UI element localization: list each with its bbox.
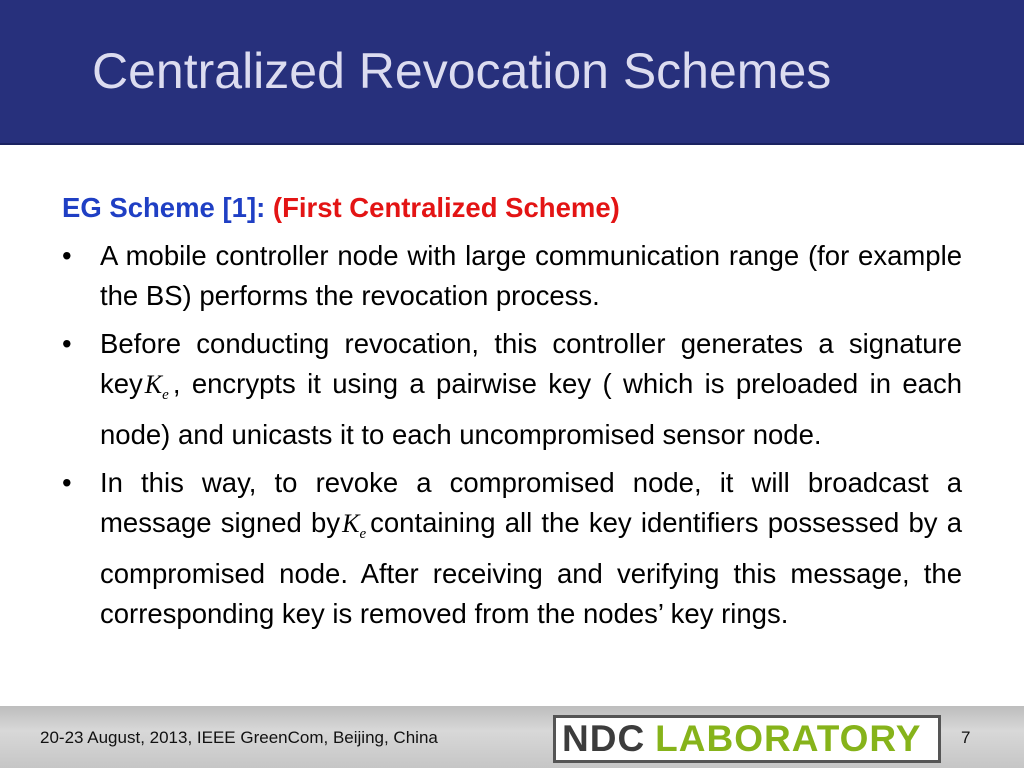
ndc-laboratory-logo [553,715,941,763]
logo-laboratory-text: LABORATORY [655,718,922,759]
bullet-icon: • [62,328,72,359]
heading-note: (First Centralized Scheme) [272,192,620,223]
math-symbol-ke [342,509,367,543]
bullet-text-before: In this way, to revoke a compromised node, it will broadcast a message signed by [100,467,962,539]
math-base: K [144,370,163,399]
bullet-text-after: , encrypts it using a pairwise key ( which is preloaded in each node) and unicasts it to each uncompromised sensor node. [100,368,962,451]
footer-bar [0,706,1024,768]
bullet-item-1 [62,236,962,316]
math-subscript: e [162,387,169,404]
bullet-text: A mobile controller node with large communication range (for example the BS) performs the revocation process. [100,240,962,311]
bullet-item-2 [62,324,962,455]
bullet-text-after: containing all the key identifiers possessed by a compromised node. After receiving and verifying this message, the corresponding key is removed from the nodes’ key rings. [100,507,962,630]
footer-conference-info: 20-23 August, 2013, IEEE GreenCom, Beijing, China [40,728,438,747]
bullet-text-before: Before conducting revocation, this controller generates a signature key [100,328,962,399]
bullet-item-3 [62,463,962,634]
bullet-icon: • [62,467,72,499]
slide-title: Centralized Revocation Schemes [92,43,832,99]
page-number: 7 [961,728,971,747]
math-subscript: e [359,526,367,543]
math-base: K [342,509,360,539]
section-heading [62,188,962,228]
math-symbol-ke [144,370,169,404]
title-bar [0,0,1024,145]
heading-scheme-name: EG Scheme [1]: [62,192,273,223]
bullet-icon: • [62,240,72,271]
slide-body [62,188,962,634]
logo-ndc-text: NDC [562,718,646,759]
